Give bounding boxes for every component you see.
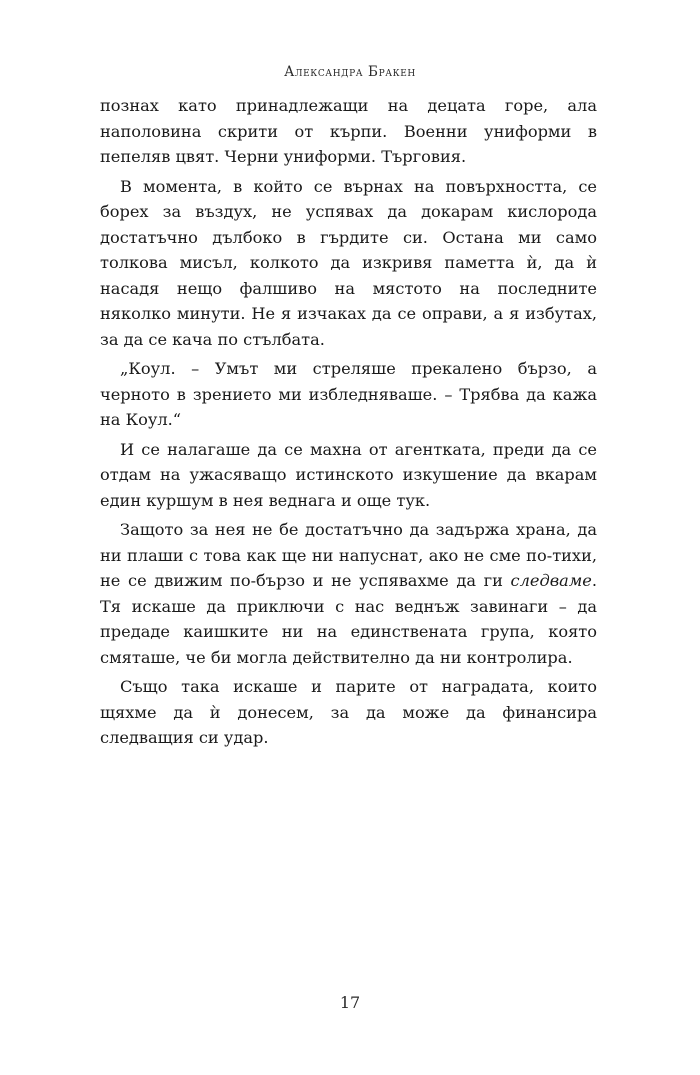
paragraph-text: . Тя искаше да приключи с нас веднъж завинаги – да предаде каишките ни на единствената група, която смяташе, че би могла действително да ни контролира. [100,571,597,667]
italic-emphasis: следваме [510,571,592,590]
running-head-author: Александра Бракен [284,64,416,80]
paragraph-text: познах като принадлежащи на децата горе, ала наполовина скрити от кърпи. Военни униформи в пепеляв цвят. Черни униформи. Търговия. [100,96,597,166]
body-text [100,93,597,755]
paragraph-text: Защото за нея не бе достатъчно да задържа храна, да ни плаши с това как ще ни напуснат, ако не сме по-тихи, не се движим по-бързо и не успявахме да ги [100,520,597,590]
paragraph [100,93,597,170]
paragraph [100,437,597,514]
paragraph-text: „Коул. – Умът ми стреляше прекалено бързо, а черното в зрението ми избледняваше. – Трябва да кажа на Коул.“ [100,359,597,429]
paragraph [100,674,597,751]
paragraph [100,356,597,433]
paragraph-text: И се налагаше да се махна от агентката, преди да се отдам на ужасяващо истинското изкушение да вкарам един куршум в нея веднага и още тук. [100,439,597,510]
paragraph-text: Също така искаше и парите от наградата, които щяхме да ѝ донесем, за да може да финансира следващия си удар. [100,677,597,747]
paragraph [100,517,597,670]
paragraph-text: В момента, в който се върнах на повърхността, се борех за въздух, не успявах да докарам кислорода достатъчно дълбоко в гърдите си. Остана ми само толкова мисъл, колкото да изкривя паметта ѝ, да ѝ насадя нещо фалшиво на мястото на последните няколко минути. Не я изчаках да се оправи, а я избутах, за да се кача по стълбата. [100,176,597,349]
paragraph [100,174,597,353]
page-number: 17 [339,993,361,1012]
